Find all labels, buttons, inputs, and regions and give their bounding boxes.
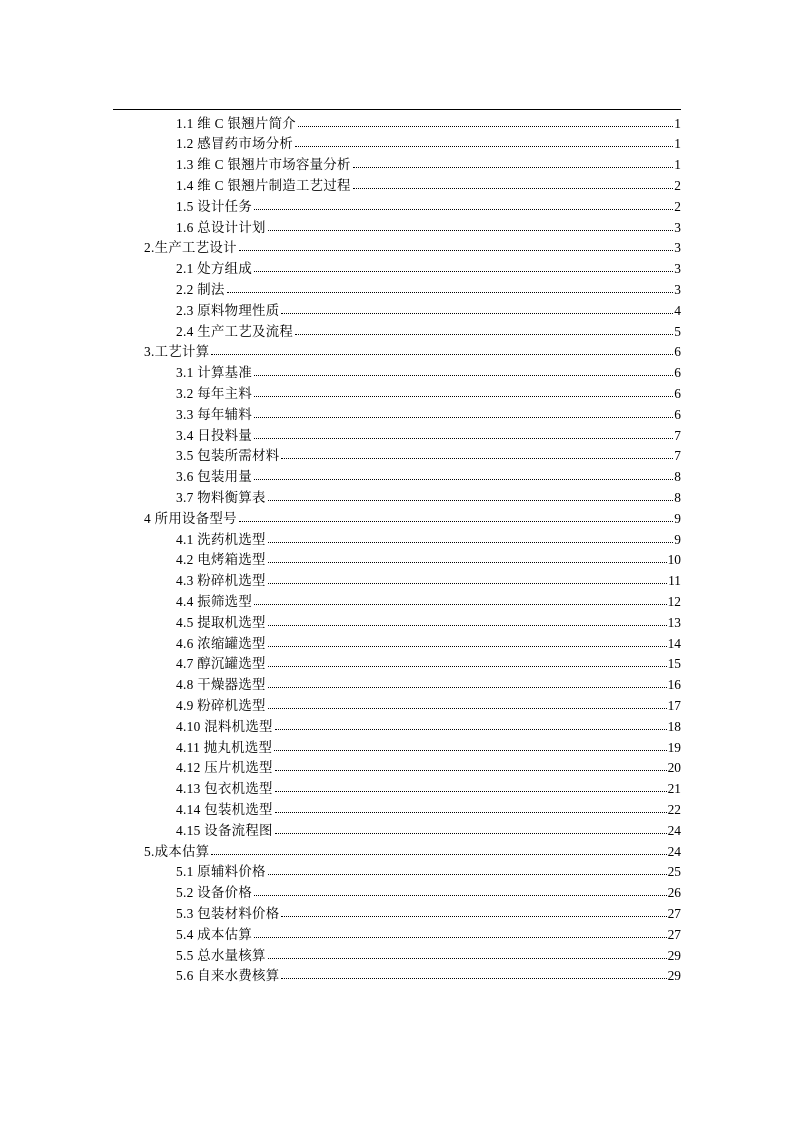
toc-subsection-entry[interactable] [176,780,681,798]
toc-dot-leader [353,176,673,189]
toc-section-entry[interactable] [144,843,681,861]
toc-section-entry[interactable] [144,343,681,361]
toc-dot-leader [254,259,673,272]
toc-page-number: 18 [667,718,681,734]
toc-entry-title: 1.4 维 C 银翘片制造工艺过程 [176,177,351,193]
toc-entry-title: 4.14 包装机选型 [176,801,273,817]
toc-entry-title: 5.成本估算 [144,843,210,859]
toc-subsection-entry[interactable] [176,676,681,694]
toc-dot-leader [275,800,667,813]
toc-subsection-entry[interactable] [176,115,681,133]
toc-dot-leader [268,675,667,688]
toc-dot-leader [211,842,666,855]
toc-entry-title: 3.4 日投料量 [176,427,253,443]
toc-subsection-entry[interactable] [176,759,681,777]
toc-entry-title: 2.生产工艺设计 [144,240,237,256]
toc-page-number: 2 [674,198,681,214]
toc-entry-title: 3.1 计算基准 [176,365,253,381]
toc-dot-leader [268,696,667,709]
toc-page-number: 4 [674,302,681,318]
toc-page-number: 3 [674,261,681,277]
toc-page-number: 17 [667,697,681,713]
toc-entry-title: 3.3 每年辅料 [176,406,253,422]
toc-subsection-entry[interactable] [176,572,681,590]
toc-dot-leader [254,363,673,376]
toc-page-number: 15 [667,656,681,672]
toc-entry-title: 4.8 干燥器选型 [176,677,266,693]
toc-page-number: 26 [667,885,681,901]
toc-entry-title: 4.15 设备流程图 [176,822,273,838]
toc-subsection-entry[interactable] [176,551,681,569]
toc-dot-leader [275,758,667,771]
toc-entry-title: 4.7 醇沉罐选型 [176,656,266,672]
toc-entry-title: 3.7 物料衡算表 [176,489,266,505]
toc-subsection-entry[interactable] [176,884,681,902]
toc-page-number: 7 [674,448,681,464]
toc-entry-title: 1.2 感冒药市场分析 [176,136,294,152]
toc-page-number: 29 [667,968,681,984]
toc-subsection-entry[interactable] [176,801,681,819]
toc-subsection-entry[interactable] [176,427,681,445]
toc-entry-title: 3.2 每年主料 [176,385,253,401]
toc-page-number: 7 [674,427,681,443]
toc-page-number: 6 [674,385,681,401]
toc-entry-title: 4.13 包衣机选型 [176,781,273,797]
toc-page-number: 27 [667,926,681,942]
toc-dot-leader [274,738,666,751]
toc-page-number: 24 [667,822,681,838]
toc-subsection-entry[interactable] [176,697,681,715]
toc-subsection-entry[interactable] [176,135,681,153]
toc-page-number: 21 [667,781,681,797]
toc-entry-title: 1.3 维 C 银翘片市场容量分析 [176,157,351,173]
toc-entry-title: 4.3 粉碎机选型 [176,573,266,589]
toc-entry-title: 4.11 抛丸机选型 [176,739,273,755]
toc-dot-leader [268,550,667,563]
toc-page-number: 8 [674,469,681,485]
toc-entry-title: 3.5 包装所需材料 [176,448,280,464]
toc-dot-leader [275,717,667,730]
toc-page-number: 27 [667,905,681,921]
toc-subsection-entry[interactable] [176,947,681,965]
toc-subsection-entry[interactable] [176,926,681,944]
toc-subsection-entry[interactable] [176,531,681,549]
toc-page-number: 3 [674,219,681,235]
toc-subsection-entry[interactable] [176,219,681,237]
toc-page-number: 6 [674,406,681,422]
toc-dot-leader [268,218,673,231]
toc-dot-leader [254,384,673,397]
toc-dot-leader [295,322,673,335]
toc-page-number: 25 [667,864,681,880]
toc-entry-title: 2.4 生产工艺及流程 [176,323,294,339]
toc-entry-title: 4.12 压片机选型 [176,760,273,776]
toc-entry-title: 2.1 处方组成 [176,261,253,277]
toc-subsection-entry[interactable] [176,863,681,881]
toc-dot-leader [254,467,673,480]
toc-section-entry[interactable] [144,510,681,528]
toc-subsection-entry[interactable] [176,593,681,611]
toc-subsection-entry[interactable] [176,614,681,632]
toc-entry-title: 5.4 成本估算 [176,926,253,942]
toc-entry-title: 5.6 自来水费核算 [176,968,280,984]
toc-dot-leader [298,114,673,127]
toc-page-number: 16 [667,677,681,693]
toc-entry-title: 5.1 原辅料价格 [176,864,266,880]
toc-entry-title: 4.2 电烤箱选型 [176,552,266,568]
toc-dot-leader [281,301,673,314]
toc-subsection-entry[interactable] [176,635,681,653]
toc-subsection-entry[interactable] [176,198,681,216]
toc-subsection-entry[interactable] [176,447,681,465]
toc-page-number: 9 [674,531,681,547]
toc-dot-leader [254,883,667,896]
toc-entry-title: 4 所用设备型号 [144,510,237,526]
toc-dot-leader [239,238,673,251]
toc-section-entry[interactable] [144,239,681,257]
toc-subsection-entry[interactable] [176,468,681,486]
toc-subsection-entry[interactable] [176,177,681,195]
toc-subsection-entry[interactable] [176,364,681,382]
toc-dot-leader [254,592,667,605]
toc-entry-title: 2.2 制法 [176,281,225,297]
toc-dot-leader [254,925,667,938]
toc-dot-leader [295,134,673,147]
toc-dot-leader [254,197,673,210]
toc-page-number: 3 [674,281,681,297]
toc-entry-title: 3.工艺计算 [144,344,210,360]
toc-dot-leader [275,821,667,834]
toc-subsection-entry[interactable] [176,822,681,840]
toc-dot-leader [227,280,673,293]
toc-entry-title: 5.5 总水量核算 [176,947,266,963]
toc-entry-title: 1.1 维 C 银翘片简介 [176,115,296,131]
toc-page-number: 13 [667,614,681,630]
toc-dot-leader [268,634,667,647]
toc-entry-title: 4.1 洗药机选型 [176,531,266,547]
toc-dot-leader [254,405,673,418]
toc-dot-leader [268,488,673,501]
toc-dot-leader [268,530,673,543]
toc-page-number: 20 [667,760,681,776]
toc-page-number: 22 [667,801,681,817]
toc-dot-leader [268,654,667,667]
toc-dot-leader [268,571,667,584]
toc-entry-title: 4.9 粉碎机选型 [176,697,266,713]
toc-subsection-entry[interactable] [176,281,681,299]
toc-entry-title: 4.10 混料机选型 [176,718,273,734]
toc-page-number: 6 [674,344,681,360]
toc-subsection-entry[interactable] [176,739,681,757]
toc-page-number: 14 [667,635,681,651]
header-rule [113,109,681,110]
toc-entry-title: 5.3 包装材料价格 [176,905,280,921]
toc-dot-leader [268,862,667,875]
toc-page-number: 29 [667,947,681,963]
toc-dot-leader [239,509,673,522]
toc-subsection-entry[interactable] [176,655,681,673]
toc-dot-leader [353,155,673,168]
toc-entry-title: 3.6 包装用量 [176,469,253,485]
toc-subsection-entry[interactable] [176,302,681,320]
toc-subsection-entry[interactable] [176,718,681,736]
toc-dot-leader [268,946,667,959]
toc-page-number: 9 [674,510,681,526]
toc-page-number: 2 [674,177,681,193]
toc-subsection-entry[interactable] [176,156,681,174]
toc-dot-leader [254,426,673,439]
toc-dot-leader [211,342,673,355]
toc-entry-title: 1.6 总设计计划 [176,219,266,235]
toc-subsection-entry[interactable] [176,905,681,923]
toc-page-number: 8 [674,489,681,505]
toc-page-number: 1 [674,136,681,152]
toc-page-number: 6 [674,365,681,381]
toc-page-number: 24 [667,843,681,859]
toc-entry-title: 1.5 设计任务 [176,198,253,214]
toc-dot-leader [281,446,673,459]
toc-subsection-entry[interactable] [176,489,681,507]
toc-subsection-entry[interactable] [176,967,681,985]
toc-page-number: 1 [674,157,681,173]
toc-subsection-entry[interactable] [176,260,681,278]
toc-page-number: 11 [668,573,681,589]
toc-page-number: 19 [667,739,681,755]
toc-entry-title: 5.2 设备价格 [176,885,253,901]
toc-page-number: 10 [667,552,681,568]
toc-subsection-entry[interactable] [176,385,681,403]
toc-dot-leader [268,613,667,626]
toc-page-number: 1 [674,115,681,131]
toc-dot-leader [275,779,667,792]
toc-entry-title: 4.4 振筛选型 [176,593,253,609]
toc-dot-leader [281,966,666,979]
toc-page-number: 5 [674,323,681,339]
toc-subsection-entry[interactable] [176,406,681,424]
toc-entry-title: 2.3 原料物理性质 [176,302,280,318]
toc-page-number: 3 [674,240,681,256]
toc-page-number: 12 [667,593,681,609]
toc-dot-leader [281,904,666,917]
toc-subsection-entry[interactable] [176,323,681,341]
toc-entry-title: 4.5 提取机选型 [176,614,266,630]
toc-entry-title: 4.6 浓缩罐选型 [176,635,266,651]
